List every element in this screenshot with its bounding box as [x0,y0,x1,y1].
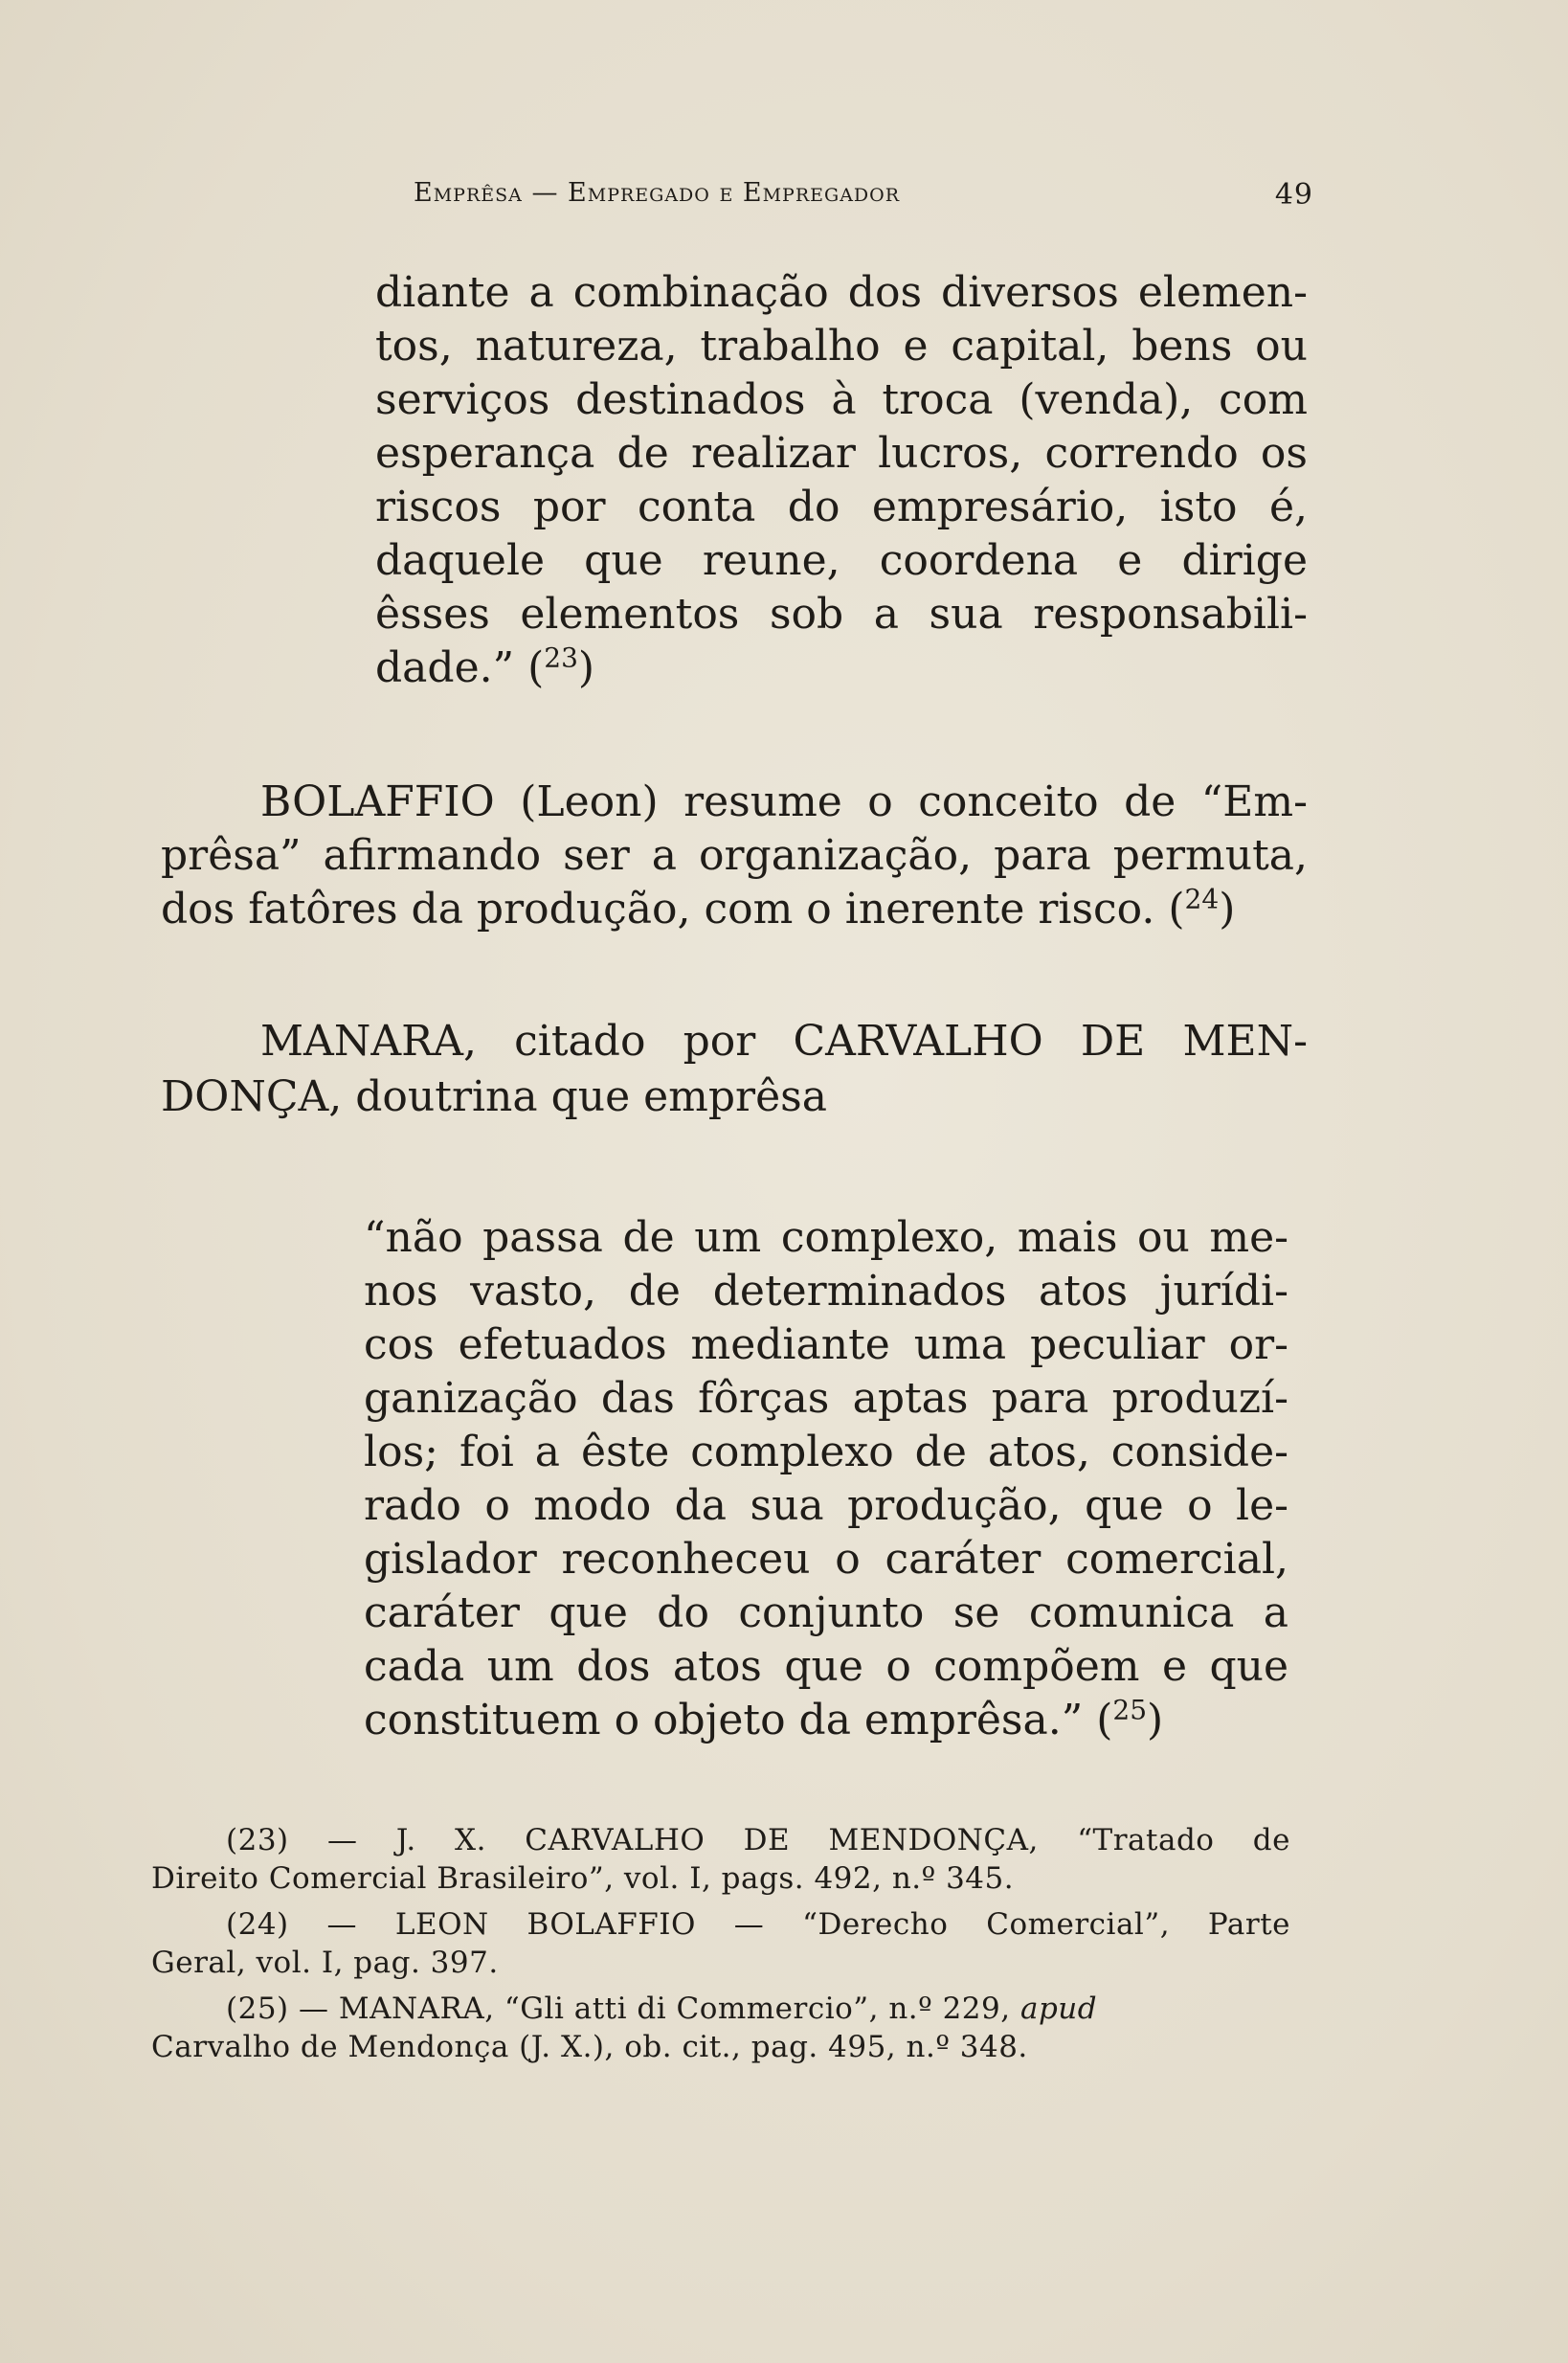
footnote-ref-23: 23 [544,641,578,674]
text-line: êsses elementos sob a sua responsabili- [375,590,1308,639]
text-line: nos vasto, de determinados atos jurídi- [364,1267,1288,1316]
footnote-ref-24: 24 [1184,883,1220,915]
text-line [161,883,1235,936]
text-line: BOLAFFIO (Leon) resume o conceito de “Em- [260,777,1308,826]
text-fragment: ) [1219,885,1236,934]
footnote-25 [226,1990,1290,2028]
text-line: ganização das fôrças aptas para produzí- [364,1374,1288,1423]
footnote-25-cont: Carvalho de Mendonça (J. X.), ob. cit., pag. 495, n.º 348. [151,2030,1028,2064]
text-line: cos efetuados mediante uma peculiar or- [364,1320,1288,1369]
text-fragment: dos fatôres da produção, com o inerente risco. ( [161,885,1185,934]
text-fragment-italic: apud [1019,1992,1098,2026]
text-line: daquele que reune, coordena e dirige [375,536,1308,585]
text-line: los; foi a êste complexo de atos, conside- [364,1428,1288,1476]
text-line: riscos por conta do empresário, isto é, [375,483,1308,531]
running-title: Emprêsa — Empregado e Empregador [414,178,901,208]
footnote-ref-25: 25 [1112,1694,1148,1726]
text-fragment: dade.” ( [375,643,545,692]
footnote-24: (24) — LEON BOLAFFIO — “Derecho Comercial”, Parte [226,1907,1290,1942]
text-line: prêsa” afirmando ser a organização, para permuta, [161,831,1308,880]
text-line: tos, natureza, trabalho e capital, bens ou [375,322,1308,371]
text-line: diante a combinação dos diversos elemen- [375,268,1308,317]
text-line: rado o modo da sua produção, que o le- [364,1481,1288,1530]
text-fragment: ) [1147,1696,1164,1744]
footnote-24-cont: Geral, vol. I, pag. 397. [151,1946,499,1980]
text-line: “não passa de um complexo, mais ou me- [364,1213,1288,1262]
text-line: cada um dos atos que o compõem e que [364,1642,1288,1691]
text-line: serviços destinados à troca (venda), com [375,375,1308,424]
text-fragment: ) [577,643,595,692]
running-header [414,178,1313,216]
footnote-23: (23) — J. X. CARVALHO DE MENDONÇA, “Tratado de [226,1823,1290,1857]
footnote-23-cont: Direito Comercial Brasileiro”, vol. I, pags. 492, n.º 345. [151,1861,1015,1896]
text-line [364,1694,1163,1747]
text-line: DONÇA, doutrina que emprêsa [161,1072,827,1121]
text-line [375,641,594,695]
text-line: MANARA, citado por CARVALHO DE MEN- [260,1017,1308,1066]
text-line: gislador reconheceu o caráter comercial, [364,1535,1288,1584]
page-number: 49 [1274,178,1313,212]
text-line: caráter que do conjunto se comunica a [364,1588,1288,1637]
text-fragment: constituem o objeto da emprêsa.” ( [364,1696,1113,1744]
text-line: esperança de realizar lucros, correndo os [375,429,1308,478]
text-fragment: (25) — MANARA, “Gli atti di Commercio”, n.º 229, [226,1992,1020,2026]
